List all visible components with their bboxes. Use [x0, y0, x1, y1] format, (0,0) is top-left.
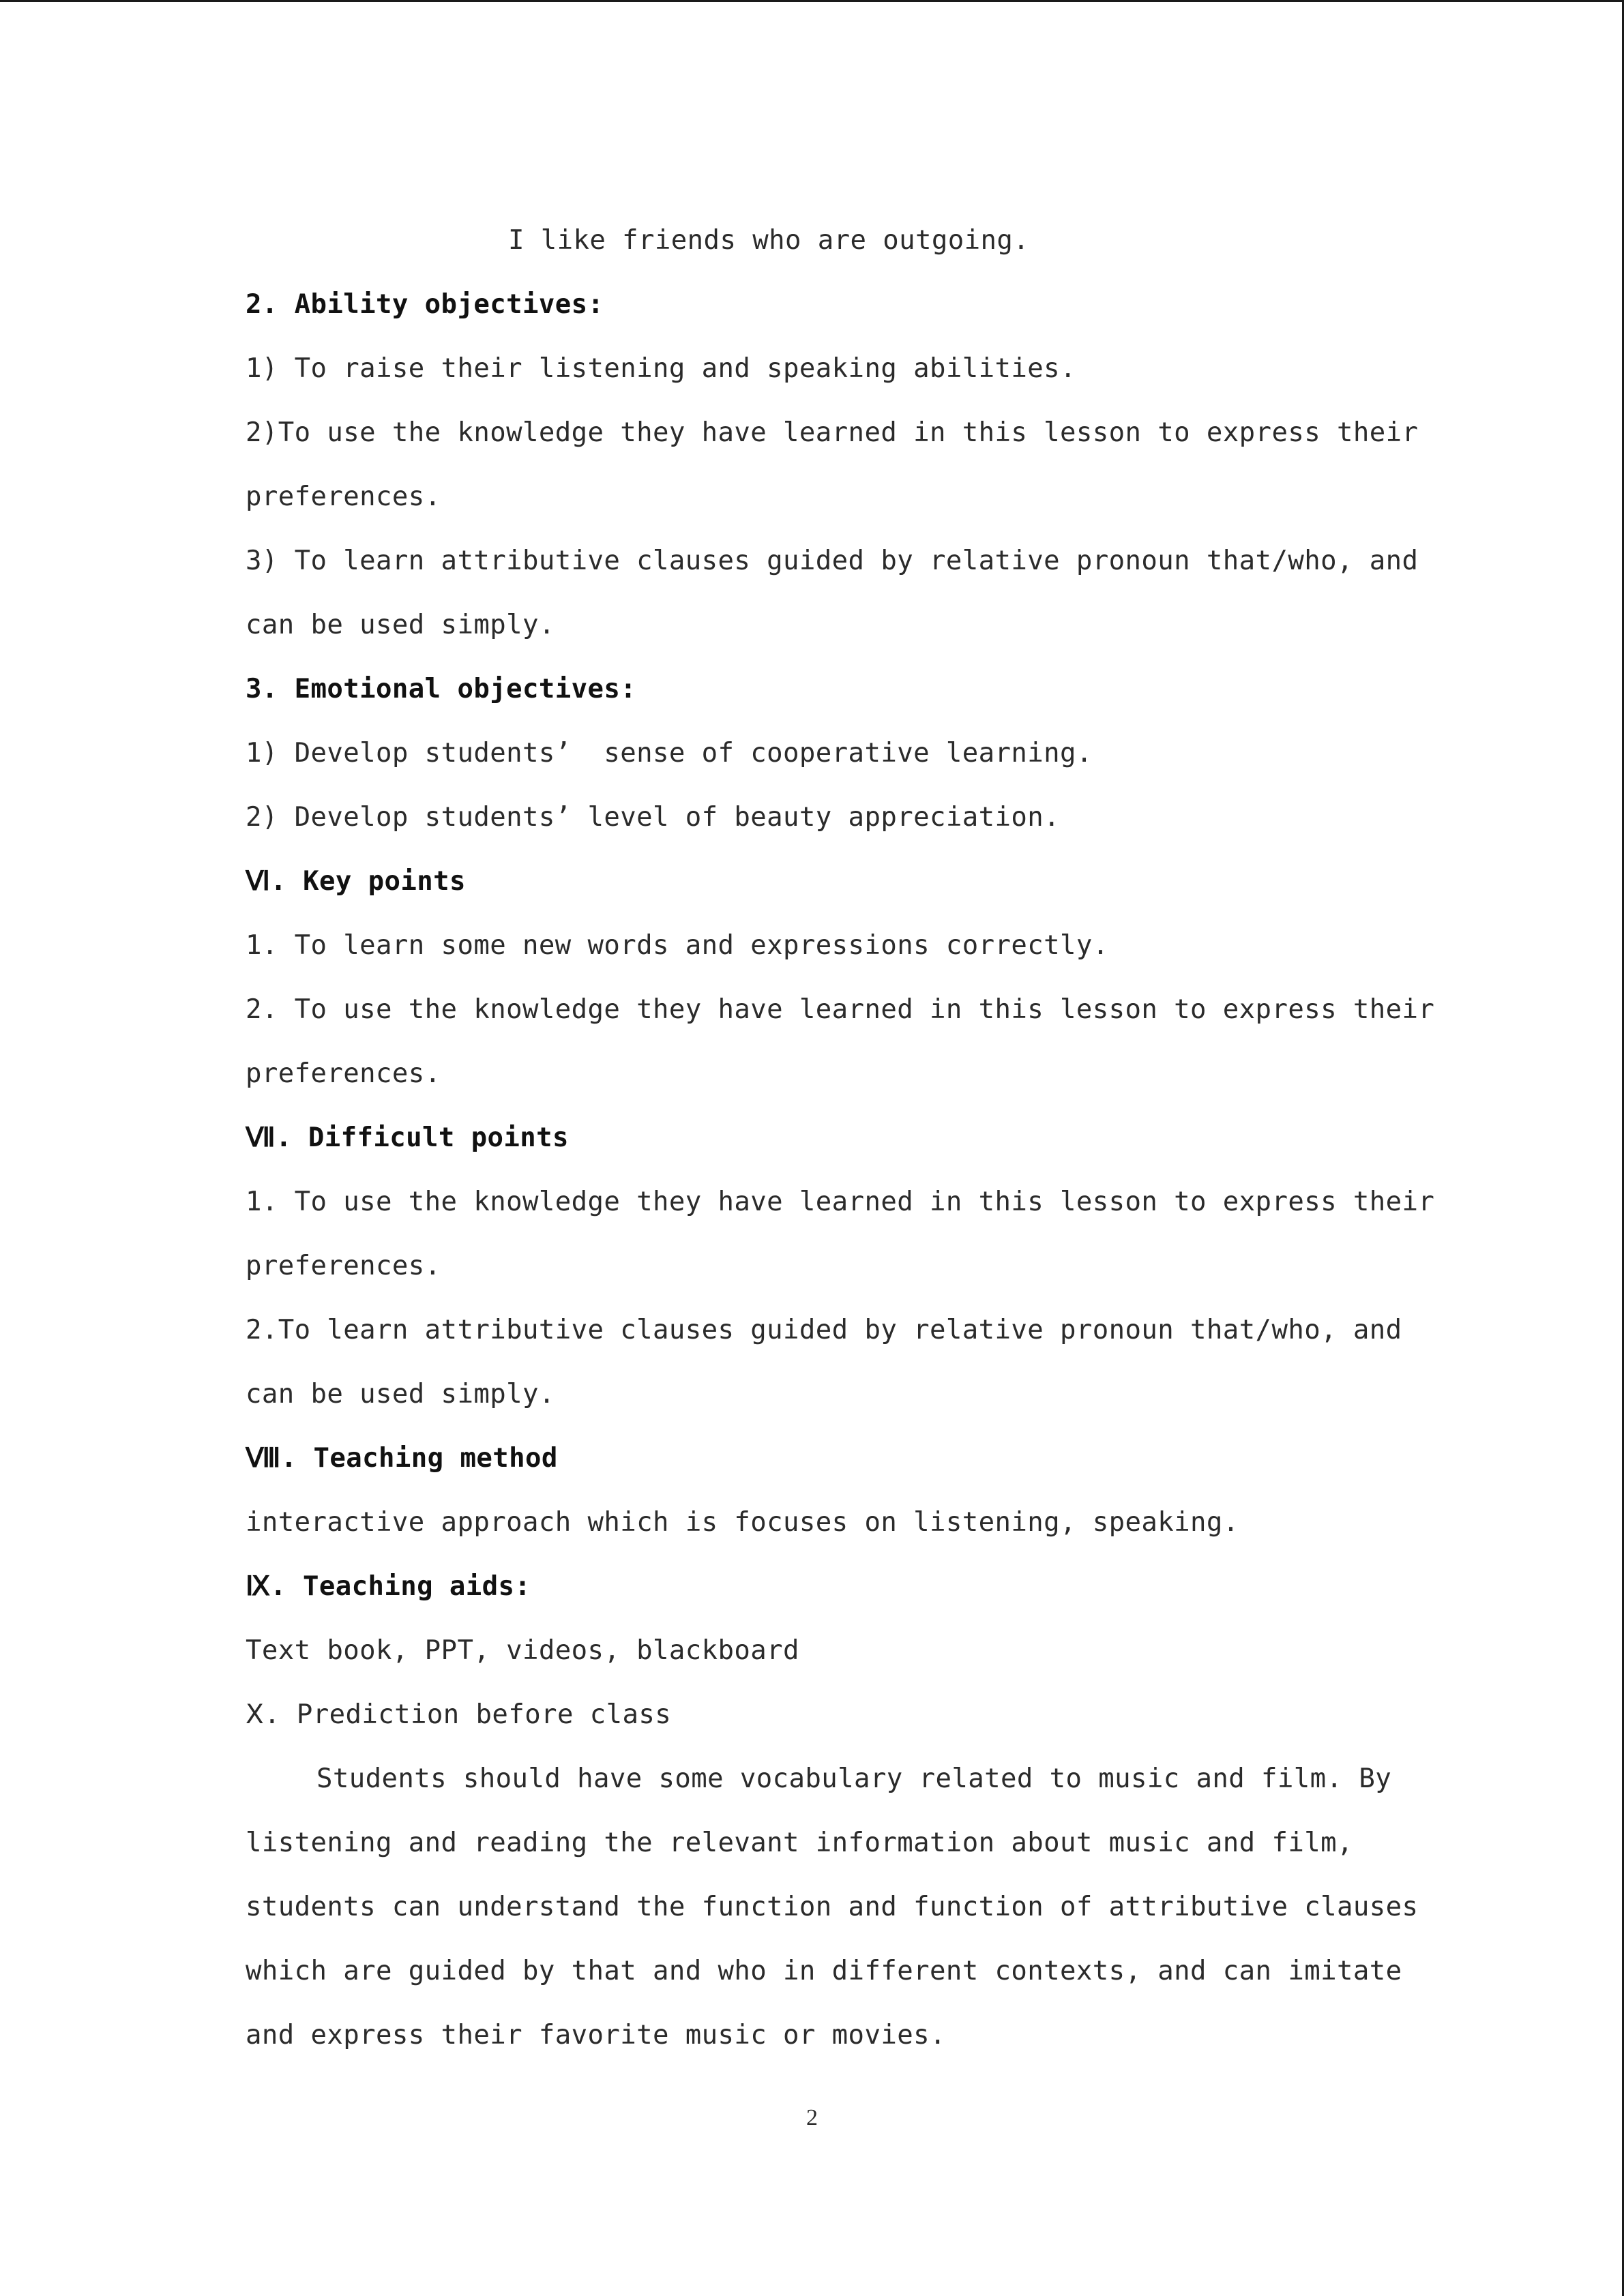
teaching-method-heading: Ⅷ. Teaching method: [246, 1443, 558, 1474]
prediction-paragraph-line-5: and express their favorite music or movies.: [246, 2020, 946, 2051]
teaching-method-text: interactive approach which is focuses on listening, speaking.: [246, 1507, 1239, 1538]
key-point-2-line-1: 2. To use the knowledge they have learned in this lesson to express their: [246, 994, 1435, 1025]
ability-objective-3-line-2: can be used simply.: [246, 610, 555, 640]
difficult-point-1-line-1: 1. To use the knowledge they have learned in this lesson to express their: [246, 1187, 1435, 1217]
page-number: 2: [806, 2105, 818, 2130]
document-body: [246, 209, 1435, 2068]
ability-objective-2-line-2: preferences.: [246, 481, 441, 512]
key-point-1: 1. To learn some new words and expressions correctly.: [246, 930, 1109, 961]
emotional-objective-2: 2) Develop students’ level of beauty appreciation.: [246, 802, 1060, 833]
prediction-paragraph-line-1: Students should have some vocabulary related to music and film. By: [316, 1763, 1392, 1794]
teaching-aids-heading: Ⅸ. Teaching aids:: [246, 1571, 531, 1602]
prediction-paragraph-line-2: listening and reading the relevant information about music and film,: [246, 1828, 1353, 1858]
key-points-heading: Ⅵ. Key points: [246, 866, 466, 897]
difficult-point-2-line-1: 2.To learn attributive clauses guided by relative pronoun that/who, and: [246, 1315, 1402, 1345]
difficult-points-heading: Ⅶ. Difficult points: [246, 1122, 569, 1153]
key-point-2-line-2: preferences.: [246, 1058, 441, 1089]
difficult-point-2-line-2: can be used simply.: [246, 1379, 555, 1410]
prediction-heading: Ⅹ. Prediction before class: [246, 1699, 672, 1730]
teaching-aids-text: Text book, PPT, videos, blackboard: [246, 1635, 799, 1666]
emotional-objective-1: 1) Develop students’ sense of cooperative learning.: [246, 738, 1093, 769]
prediction-paragraph-line-3: students can understand the function and function of attributive clauses: [246, 1892, 1419, 1922]
emotional-objectives-heading: 3. Emotional objectives:: [246, 674, 637, 704]
ability-objective-2-line-1: 2)To use the knowledge they have learned in this lesson to express their: [246, 417, 1419, 448]
ability-objective-1: 1) To raise their listening and speaking abilities.: [246, 353, 1076, 384]
prediction-paragraph-line-4: which are guided by that and who in different contexts, and can imitate: [246, 1956, 1402, 1986]
ability-objective-3-line-1: 3) To learn attributive clauses guided by relative pronoun that/who, and: [246, 546, 1419, 576]
example-sentence: I like friends who are outgoing.: [508, 225, 1030, 256]
difficult-point-1-line-2: preferences.: [246, 1251, 441, 1281]
ability-objectives-heading: 2. Ability objectives:: [246, 289, 604, 320]
